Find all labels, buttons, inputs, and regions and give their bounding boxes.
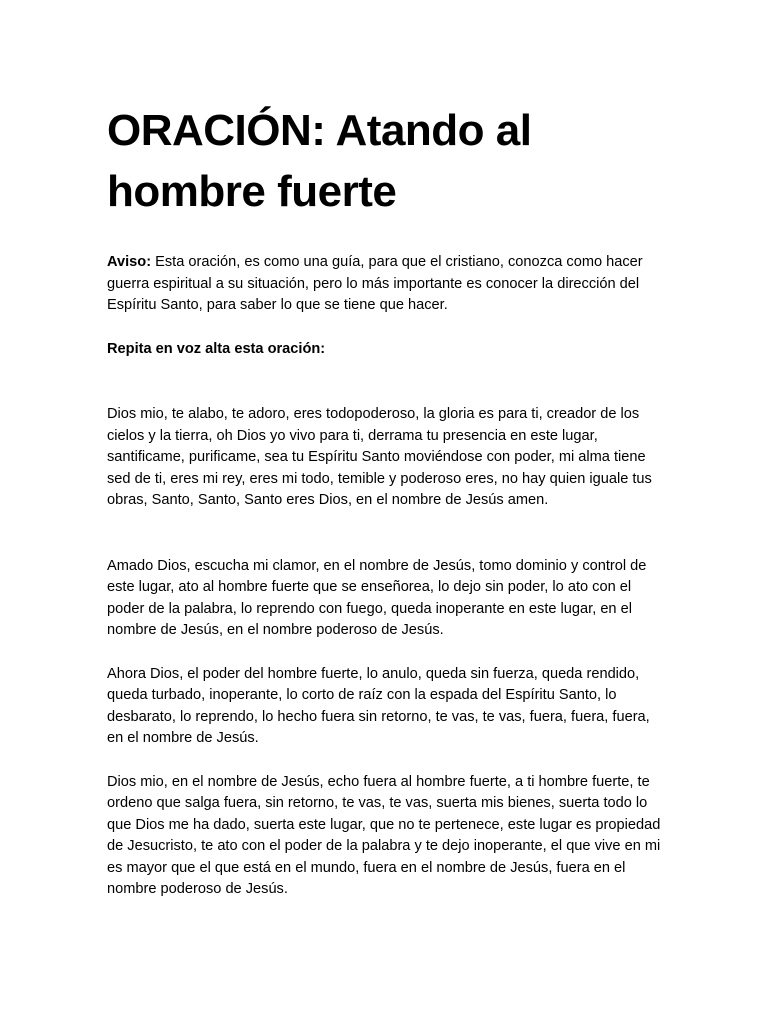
notice-paragraph <box>107 252 667 317</box>
page-title: ORACIÓN: Atando al hombre fuerte <box>107 106 532 216</box>
prayer-paragraph: Ahora Dios, el poder del hombre fuerte, lo anulo, queda sin fuerza, queda rendido, queda turbado, inoperante, lo corto de raíz con la espada del Espíritu Santo, lo desbarato, lo reprendo, lo hecho fuera sin retorno, te vas, te vas, fuera, fuera, fuera, en el nombre de Jesús. <box>107 665 650 746</box>
prayer-paragraph: Amado Dios, escucha mi clamor, en el nombre de Jesús, tomo dominio y control de este lugar, ato al hombre fuerte que se enseñorea, lo dejo sin poder, lo ato con el poder de la palabra, lo reprendo con fuego, queda inoperante en este lugar, en el nombre de Jesús, en el nombre poderoso de Jesús. <box>107 557 647 638</box>
prayer-paragraph: Dios mio, en el nombre de Jesús, echo fuera al hombre fuerte, a ti hombre fuerte, te ordeno que salga fuera, sin retorno, te vas, te vas, suerta mis bienes, suerta todo lo que Dios me ha dado, suerta este lugar, que no te pertenece, este lugar es propiedad de Jesucristo, te ato con el poder de la palabra y te dejo inoperante, el que vive en mi es mayor que el que está en el mundo, fuera en el nombre de Jesús, fuera en el nombre poderoso de Jesús. <box>107 773 661 897</box>
prayer-paragraph: Dios mio, te alabo, te adoro, eres todopoderoso, la gloria es para ti, creador de los cielos y la tierra, oh Dios yo vivo para ti, derrama tu presencia en este lugar, santificame, purificame, sea tu Espíritu Santo moviéndose con poder, mi alma tiene sed de ti, eres mi rey, eres mi todo, temible y poderoso eres, no hay quien iguale tus obras, Santo, Santo, Santo eres Dios, en el nombre de Jesús amen. <box>107 406 652 508</box>
repeat-heading: Repita en voz alta esta oración: <box>107 340 326 357</box>
document-page <box>107 100 667 901</box>
notice-text: Esta oración, es como una guía, para que el cristiano, conozca como hacer guerra espiritual a su situación, pero lo más importante es conocer la dirección del Espíritu Santo, para saber lo que se tiene que hacer. <box>107 254 643 313</box>
notice-label: Aviso: <box>107 254 152 270</box>
